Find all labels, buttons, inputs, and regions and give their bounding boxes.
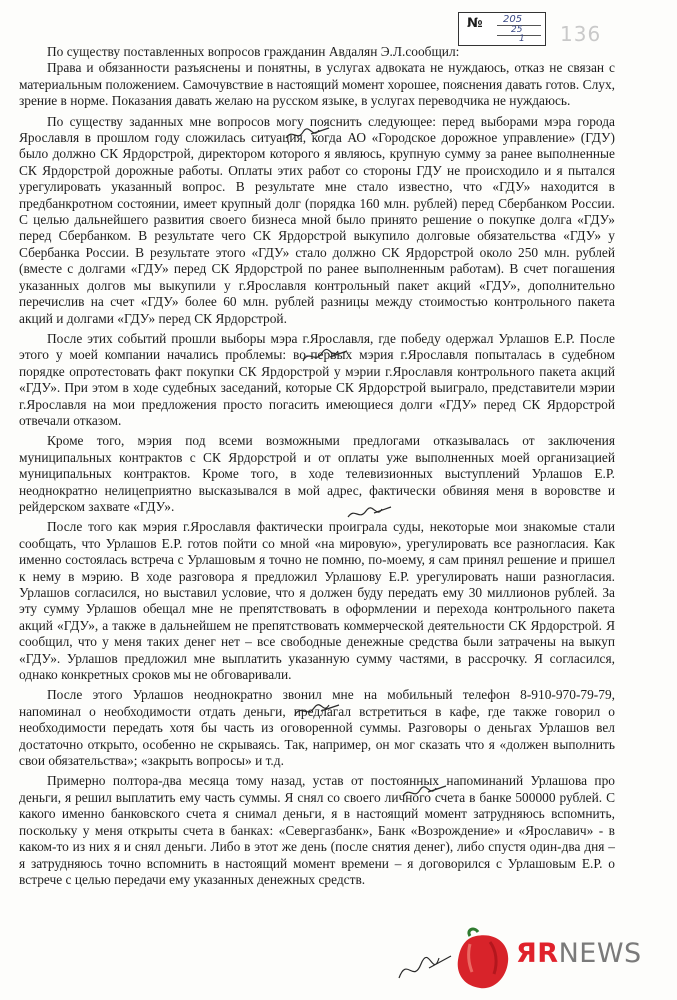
stamp-number-label: № — [467, 16, 483, 31]
signature-mark — [345, 503, 395, 523]
signature-mark — [292, 700, 342, 720]
signature-mark — [300, 346, 350, 366]
signature-mark — [283, 124, 333, 144]
testimony-paragraph: Примерно полтора-два месяца тому назад, устав от постоянных напоминаний Урлашова про деньги, я решил выплатить ему часть суммы. Я снял со своего личного счета в банке 500000 рублей. С какого именно банковского счета я снимал деньги, я в настоящий момент затрудняюсь вспомнить, поскольку у меня открыты счета в банках: «Севергазбанк», Банк «Возрождение» и «Ярославич» - в каком-то из них я и снял деньги. Либо в этот же день (после снятия денег), либо спустя один-два дня – я затрудняюсь точно вспомнить в настоящий момент времени – я договорился с Урлашовым Е.Р. о встрече с целью передачи ему указанных денежных средств. — [19, 773, 615, 887]
logo-brand-part1: ЯR — [516, 938, 559, 969]
testimony-paragraph: После этих событий прошли выборы мэра г.Ярославля, где победу одержал Урлашов Е.Р. После этого у моей компании начались проблемы: во-первых мэрия г.Ярославля попыталась в судебном порядке опротестовать факт покупки СК Ярдорстрой у мэрии г.Ярославля контрольного пакета акций «ГДУ». При этом в ходе судебных заседаний, которые СК Ярдорстрой выиграло, представители мэрии г.Ярославля на мои предложения просто погасить имеющиеся долги «ГДУ» перед СК Ярдорстрой отвечали отказом. — [19, 330, 615, 428]
rights-paragraph: Права и обязанности разъяснены и понятны, в услугах адвоката не нуждаюсь, отказ не связан с материальным положением. Самочувствие в настоящий момент хорошее, пояснения давать готов. Слух, зрение в норме. Показания давать желаю на русском языке, в услугах переводчика не нуждаюсь. — [19, 60, 615, 109]
stamp-handwritten-sheet: 1 — [519, 34, 525, 44]
testimony-paragraph: Кроме того, мэрия под всеми возможными предлогами отказывалась от заключения муниципальных контрактов с СК Ярдорстрой и от оплаты уже выполненных моей организацией муниципальных контрактов. Кроме того, в ходе телевизионных выступлений Урлашов Е.Р. неоднократно нелицеприятно высказывался в мой адрес, фактически обвиняя меня в воровстве и рейдерском захвате «ГДУ». — [19, 433, 615, 514]
testimony-text — [19, 44, 615, 888]
logo-brand-part2: NEWS — [558, 938, 642, 969]
signature-mark — [400, 782, 450, 802]
intro-paragraph: По существу поставленных вопросов гражданин Авдалян Э.Л.сообщил: — [47, 44, 460, 59]
stamp-handwritten-date: 25 — [511, 25, 523, 35]
page-number: 136 — [560, 22, 602, 46]
registration-stamp — [458, 12, 546, 46]
testimony-paragraph: После этого Урлашов неоднократно звонил мне на мобильный телефон 8-910-970-79-79, напоминал о необходимости отдать деньги, предлагал встретиться в кафе, где также говорил о необходимости передать хотя бы часть из оговоренной суммы. Разговоры о деньгах Урлашов вел достаточно открыто, особенно не скрываясь. Так, например, он мог сказать что я «должен выполнить свои обязательства»; «закрыть вопросы» и т.д. — [19, 687, 615, 769]
testimony-paragraph: По существу заданных мне вопросов могу пояснить следующее: перед выборами мэра города Ярославля в прошлом году сложилась ситуация, когда АО «Городское дорожное управление» (ГДУ) было должно СК Ярдорстрой, директором которого я являюсь, крупную сумму за ранее выполненные СК Ярдорстрой дорожные работы. Оплаты этих работ со стороны ГДУ не происходило и я пытался урегулировать указанный вопрос. В результате мне стало известно, что «ГДУ» находится в предбанкротном состоянии, имеет крупный долг (порядка 160 млн. рублей) перед Сбербанком России. С целью дальнейшего развития своего бизнеса мной было принято решение о покупке долга «ГДУ» перед Сбербанком. В результате чего СК Ярдорстрой выкупило долговые обязательства «ГДУ» у Сбербанка России. В результате этого «ГДУ» стало должно СК Ярдорстрой около 250 млн. рублей (вместе с долгами «ГДУ» перед СК Ярдорстрой по ранее выполненным работам). В счет погашения указанных долгов мы выкупили у г.Ярославля контрольный пакет акций «ГДУ», дополнительно перечислив на счет «ГДУ» более 60 млн. рублей разницы между стоимостью контрольного пакета акций и долгами «ГДУ» перед СК Ярдорстрой. — [19, 113, 615, 326]
news-logo — [516, 938, 642, 969]
stamp-handwritten-number: 205 — [503, 14, 523, 25]
testimony-paragraph: После того как мэрия г.Ярославля фактически проиграла суды, некоторые мои знакомые стали сообщать, что Урлашов Е.Р. готов пойти со мной «на мировую», урегулировать все разногласия. Как именно состоялась встреча с Урлашовым я точно не помню, по-моему, я сам принял решение и пришел к нему в мэрию. В ходе разговора я предложил Урлашову Е.Р. урегулировать наши разногласия. Урлашов согласился, но выставил условие, что я должен буду передать ему 30 миллионов рублей. За эту сумму Урлашов обещал мне не препятствовать в оформлении и перехода контрольного пакета акций «ГДУ», а также в дальнейшем не препятствовать коммерческой деятельности СК Ярдорстрой. Я сообщил, что у меня таких денег нет – все свободные денежные средства были затрачены на выкуп «ГДУ». Урлашов предложил мне выплатить указанную сумму частями, в рассрочку. Я согласился, однако конкретных сроков мы не обговаривали. — [19, 519, 615, 683]
